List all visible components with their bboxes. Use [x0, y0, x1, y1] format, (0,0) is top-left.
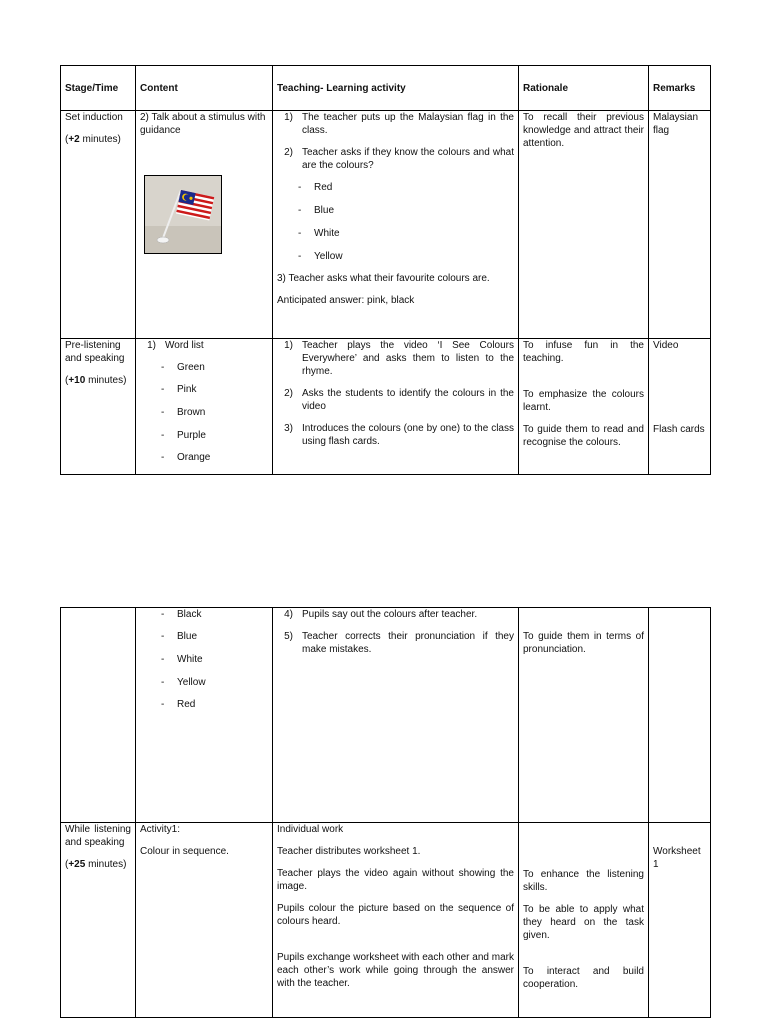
content-text: 2) Talk about a stimulus with guidance [140, 112, 266, 136]
content-cell [136, 339, 273, 475]
word-item: - Purple [161, 430, 206, 441]
word-item: - White [161, 654, 203, 665]
activity-item: 2) Asks the students to identify the colours in the video [284, 388, 514, 412]
remarks-cell [649, 339, 711, 475]
rationale-text: To guide them to read and recognise the colours. [523, 424, 644, 448]
content-cell [136, 111, 273, 339]
rationale-text: To interact and build cooperation. [523, 966, 644, 990]
header-remarks: Remarks [649, 66, 711, 111]
stage-label: While listening and speaking [65, 824, 131, 848]
word-list [140, 608, 268, 711]
content-desc: Colour in sequence. [140, 846, 229, 857]
stage-label: Set induction [65, 112, 123, 123]
activity-text: Pupils exchange worksheet with each other and mark each other’s work while going through the answer with the teacher. [277, 952, 514, 989]
stage-time: (+2 minutes) [65, 134, 121, 145]
content-cell [136, 823, 273, 1018]
row-pre-listening [61, 339, 711, 475]
stage-label: Pre-listening and speaking [65, 340, 125, 364]
activity-cell [273, 339, 519, 475]
malaysian-flag-photo-icon [145, 176, 221, 253]
wordlist-heading: 1) Word list [147, 340, 204, 351]
activity-item: 1) Teacher plays the video ‘I See Colours Everywhere’ and asks them to listen to the rhyme. [284, 340, 514, 377]
row-while-listening [61, 823, 711, 1018]
word-item: - Pink [161, 384, 197, 395]
stage-cell [61, 608, 136, 823]
colour-item: - Yellow [298, 251, 343, 262]
activity-item: 5) Teacher corrects their pronunciation if they make mistakes. [284, 631, 514, 655]
activity-cell [273, 608, 519, 823]
remarks-cell [649, 823, 711, 1018]
rationale-text: To infuse fun in the teaching. [523, 340, 644, 364]
rationale-cell [519, 608, 649, 823]
colour-item: - Blue [298, 205, 335, 216]
word-item: - Orange [161, 452, 211, 463]
malaysian-flag-image [144, 175, 222, 254]
activity-cell [273, 823, 519, 1018]
lesson-plan-table-page-2 [60, 607, 711, 1018]
activity-text: Individual work [277, 824, 344, 835]
activity-list [277, 339, 514, 448]
header-rationale: Rationale [519, 66, 649, 111]
rationale-text: To enhance the listening skills. [523, 869, 644, 893]
word-item: - Brown [161, 407, 206, 418]
lesson-plan-table-page-1 [60, 65, 711, 475]
activity-cell [273, 111, 519, 339]
row-continued [61, 608, 711, 823]
row-set-induction [61, 111, 711, 339]
header-content: Content [136, 66, 273, 111]
rationale-text: To be able to apply what they heard on the task given. [523, 904, 644, 941]
word-item: - Yellow [161, 677, 206, 688]
activity-3: 3) Teacher asks what their favourite colours are. [277, 273, 490, 284]
activity-item: 2) Teacher asks if they know the colours and what are the colours? [284, 147, 514, 171]
wordlist [140, 339, 268, 352]
remarks-text: Flash cards [653, 424, 705, 435]
rationale-text: To recall their previous knowledge and attract their attention. [523, 112, 644, 149]
header-stage: Stage/Time [61, 66, 136, 111]
activity-text: Pupils colour the picture based on the sequence of colours heard. [277, 903, 514, 927]
header-activity: Teaching- Learning activity [273, 66, 519, 111]
activity-list [277, 111, 514, 172]
activity-text: Teacher distributes worksheet 1. [277, 846, 421, 857]
word-item: - Green [161, 362, 205, 373]
stage-cell [61, 111, 136, 339]
activity-item: 1) The teacher puts up the Malaysian flag in the class. [284, 112, 514, 136]
word-item: - Blue [161, 631, 198, 642]
colour-list [277, 181, 514, 263]
remarks-cell [649, 111, 711, 339]
stage-time: (+10 minutes) [65, 375, 127, 386]
colour-item: - Red [298, 182, 333, 193]
rationale-cell [519, 111, 649, 339]
remarks-text: Video [653, 340, 679, 351]
colour-item: - White [298, 228, 340, 239]
stage-cell [61, 339, 136, 475]
remarks-text: Worksheet 1 [653, 846, 701, 870]
rationale-cell [519, 339, 649, 475]
anticipated-answer: Anticipated answer: pink, black [277, 295, 415, 306]
activity-item: 4) Pupils say out the colours after teacher. [284, 609, 478, 620]
remarks-cell [649, 608, 711, 823]
rationale-text: To guide them in terms of pronunciation. [523, 631, 644, 655]
rationale-text: To emphasize the colours learnt. [523, 389, 644, 413]
activity-list [277, 608, 514, 656]
word-item: - Red [161, 699, 196, 710]
content-title: Activity1: [140, 824, 181, 835]
stage-time: (+25 minutes) [65, 859, 127, 870]
rationale-cell [519, 823, 649, 1018]
activity-text: Teacher plays the video again without showing the image. [277, 868, 514, 892]
word-list [140, 361, 268, 464]
remarks-text: Malaysian flag [653, 112, 699, 136]
stage-cell [61, 823, 136, 1018]
activity-item: 3) Introduces the colours (one by one) to the class using flash cards. [284, 423, 514, 447]
content-cell [136, 608, 273, 823]
word-item: - Black [161, 609, 202, 620]
header-row [61, 66, 711, 111]
